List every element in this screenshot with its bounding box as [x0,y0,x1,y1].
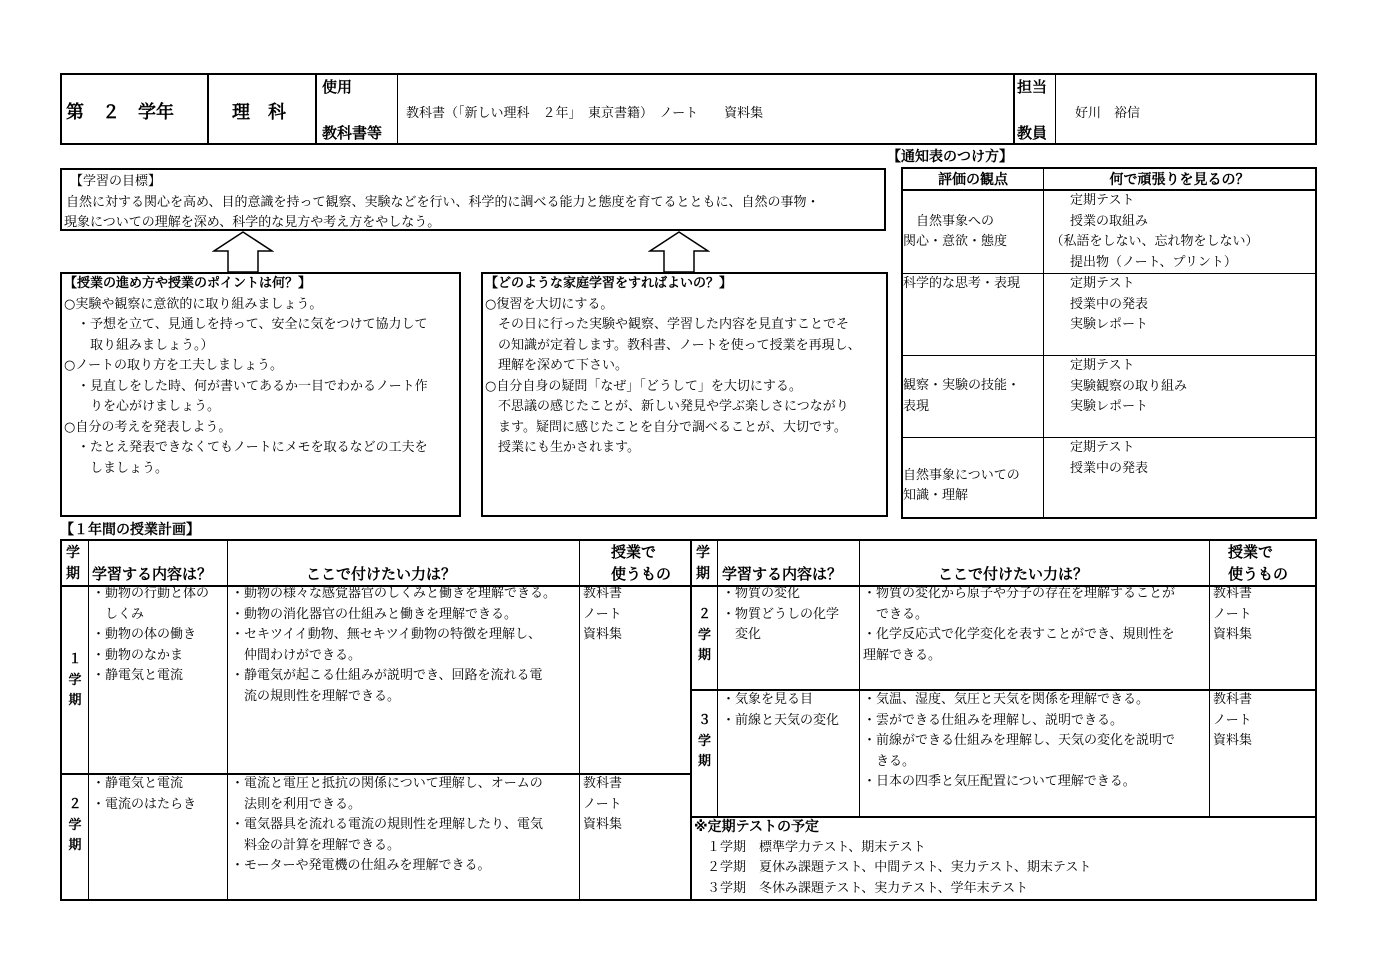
viewpoint-cell [902,274,1044,356]
points-line: 取り組みましょう。） [64,337,214,353]
item-text: 定期テスト [1044,440,1135,455]
textbook-label-bottom: 教科書等 [322,124,383,142]
item-text: 実験観察の取り組み [1044,378,1188,394]
home-title: 【どのような家庭学習をすればよいの？】 [485,276,733,291]
content-cell [722,584,839,646]
items-cell [1044,190,1317,274]
up-arrow-icon [212,231,274,273]
content-line: ・物質の変化 [722,586,801,601]
content-line: ・物質どうしの化学 [722,606,840,622]
grid-line [227,539,228,901]
content-line: ・静電気と電流 [92,668,184,683]
grid-line [859,539,860,817]
viewpoint-text: 自然事象への [903,213,995,229]
points-line: ・予想を立て、見通しを持って、安全に気をつけて協力して [64,317,428,332]
item-text: 定期テスト [1044,358,1135,373]
materials-header: 授業で [1228,543,1274,561]
viewpoint-text: 表現 [903,398,930,414]
materials-cell [583,584,622,646]
term-char: 期 [697,754,711,769]
term-char: 学 [697,627,711,643]
home-line: ○復習を大切にする。 [485,296,614,312]
term-char: １ [68,652,82,667]
teacher-label-bottom: 教員 [1017,124,1048,142]
viewpoint-text: 知識・理解 [903,488,969,504]
ability-header: ここで付けたい力は？ [938,565,1089,583]
term-char: 期 [697,648,711,663]
material-line: ノート [1213,606,1252,622]
materials-cell [1213,690,1252,752]
item-text: 授業中の発表 [1044,296,1149,312]
content-line: ・動物の行動と体の [92,586,210,601]
ability-line: 料金の計算を理解できる。 [231,837,401,853]
evaluation-heading: 【通知表のつけ方】 [887,149,1013,165]
term-header: 学 [66,545,80,561]
term-label [62,650,88,712]
ability-line: 理解できる。 [863,647,942,663]
term-char: ３ [697,713,711,728]
material-line: 資料集 [583,627,623,642]
content-line: ・電流のはたらき [92,796,197,812]
material-line: 資料集 [583,817,623,832]
viewpoint-text: 自然事象についての [903,467,1020,483]
ability-line: ・日本の四季と気圧配置について理解できる。 [863,774,1136,789]
home-line: の知識が定着します。教科書、ノートを使って授業を再現し、 [485,337,861,353]
ability-line: ・動物の消化器官の仕組みと働きを理解できる。 [231,606,518,622]
ability-line: ・モーターや発電機の仕組みを理解できる。 [231,858,491,873]
viewpoint-text: 観察・実験の技能・ [903,378,1021,393]
subject-label: 理 科 [232,102,286,123]
ability-cell [231,774,543,877]
materials-cell [1213,584,1252,646]
items-cell [1044,274,1317,356]
term-char: 学 [697,733,711,749]
content-line: 変化 [722,627,762,642]
ability-line: ・気温、湿度、気圧と天気を関係を理解できる。 [863,692,1150,707]
viewpoint-cell [902,190,1044,274]
content-cell [722,690,839,731]
term-char: 期 [68,693,82,708]
grid-line [579,539,580,901]
header-divider [397,73,398,145]
content-line: ・静電気と電流 [92,776,184,791]
term-label [62,795,88,857]
item-text: 実験レポート [1044,317,1149,332]
test-schedule-line: ３学期 冬休み課題テスト、実力テスト、学年末テスト [694,880,1029,896]
materials-header: 授業で [611,543,657,561]
materials-header: 使うもの [1228,565,1289,583]
material-line: 資料集 [1213,733,1253,748]
points-box [60,272,461,517]
item-text: 定期テスト [1044,193,1135,208]
term-char: ２ [68,797,82,812]
home-line: 授業にも生かされます。 [485,440,640,455]
evaluation-row [902,190,1316,274]
content-line: しくみ [92,606,145,622]
ability-line: ・静電気が起こる仕組みが説明でき、回路を流れる電 [231,668,543,683]
item-text: 提出物（ノート、プリント） [1044,254,1237,270]
term-char: 期 [68,838,82,853]
ability-cell [863,690,1175,793]
item-text: 定期テスト [1044,276,1135,291]
content-line: ・動物のなかま [92,647,184,663]
content-cell [92,584,209,687]
test-schedule-line: １学期 標準学力テスト、期末テスト [694,839,926,855]
materials-cell [583,774,622,836]
grid-line [1209,539,1210,817]
goal-line: 自然に対する関心を高め、目的意識を持って観察、実験などを行い、科学的に調べる能力と態度を育てるとともに、自然の事物・ [66,194,820,210]
goal-title: 【学習の目標】 [70,174,162,189]
teacher-name: 好川 裕信 [1075,106,1141,121]
test-schedule [694,817,1091,899]
points-line: ・見直しをした時、何が書いてあるか一目でわかるノート作 [64,378,428,394]
content-cell [92,774,196,815]
header-divider [1055,73,1056,145]
points-title: 【授業の進め方や授業のポイントは何？】 [64,276,312,291]
item-text: 授業中の発表 [1044,460,1149,476]
content-line: ・気象を見る目 [722,692,814,707]
grid-line [717,539,718,817]
material-line: 教科書 [1213,586,1253,601]
goal-line: 現象についての理解を深め、科学的な見方や考え方をやしなう。 [64,215,441,230]
evaluation-col1-header: 評価の観点 [902,168,1044,190]
ability-line: ・動物の様々な感覚器官のしくみと働きを理解できる。 [231,586,557,601]
points-line: ○実験や観察に意欲的に取り組みましょう。 [64,296,323,312]
ability-line: 流の規則性を理解できる。 [231,688,401,704]
content-line: ・動物の体の働き [92,627,197,642]
grid-line [88,539,89,901]
material-line: 教科書 [583,586,623,601]
item-text: 授業の取組み [1044,213,1149,229]
home-line: 理解を深めて下さい。 [485,358,629,373]
term-char: 学 [68,817,82,833]
items-cell [1044,438,1317,518]
item-text: 実験レポート [1044,399,1149,414]
content-header: 学習する内容は？ [92,565,213,583]
term-label [692,711,717,773]
ability-line: ・物質の変化から原子や分子の存在を理解することが [863,586,1176,601]
ability-header: ここで付けたい力は？ [306,565,457,583]
item-text: （私語をしない、忘れ物をしない） [1044,234,1259,249]
ability-line: 仲間わけができる。 [231,647,362,663]
points-line: ・たとえ発表できなくてもノートにメモを取るなどの工夫を [64,440,428,455]
points-line: ○ノートの取り方を工夫しましょう。 [64,358,283,373]
material-line: 資料集 [1213,627,1253,642]
term-char: 学 [68,672,82,688]
evaluation-row [902,438,1316,518]
teacher-label-top: 担当 [1017,78,1048,96]
term-label [692,605,717,667]
term-header: 期 [696,566,710,582]
content-line: ・前線と天気の変化 [722,712,840,728]
header-divider [315,73,317,145]
grade-label: 第 ２ 学年 [66,102,174,123]
material-line: ノート [583,606,622,622]
items-cell [1044,356,1317,438]
materials-header: 使うもの [611,565,672,583]
points-line: しましょう。 [64,460,169,476]
home-line: 不思議の感じたことが、新しい発見や学ぶ楽しさにつながり [485,399,849,414]
plan-heading: 【１年間の授業計画】 [60,522,200,538]
ability-line: ・セキツイイ動物、無セキツイ動物の特徴を理解し、 [231,627,542,642]
viewpoint-text: 関心・意欲・態度 [903,234,1008,249]
home-line: ○自分自身の疑問「なぜ」「どうして」を大切にする。 [485,378,802,394]
ability-line: ・前線ができる仕組みを理解し、天気の変化を説明で [863,733,1176,748]
viewpoint-cell [902,356,1044,438]
points-line: ○自分の考えを発表しよう。 [64,419,232,435]
material-line: ノート [1213,712,1252,728]
ability-line: ・化学反応式で化学変化を表すことができ、規則性を [863,627,1175,642]
up-arrow-icon [648,231,710,273]
header-divider [207,73,209,145]
points-line: りを心がけましょう。 [64,399,221,414]
ability-line: 法則を利用できる。 [231,796,362,812]
textbook-label-top: 使用 [322,78,353,96]
ability-line: できる。 [863,606,929,622]
ability-line: ・電流と電圧と抵抗の関係について理解し、オームの [231,776,543,791]
term-header: 学 [696,545,710,561]
evaluation-row [902,274,1316,356]
evaluation-col2-header: 何で頑張りを見るの？ [1044,168,1317,190]
term-header: 期 [66,566,80,582]
ability-line: きる。 [863,753,916,769]
content-header: 学習する内容は？ [722,565,843,583]
material-line: 教科書 [583,776,623,791]
evaluation-row [902,356,1316,438]
home-study-box [481,272,888,517]
material-line: ノート [583,796,622,812]
term-char: ２ [697,607,711,622]
home-line: ます。疑問に感じたことを自分で調べることが、大切です。 [485,419,847,435]
ability-cell [231,584,556,707]
header-divider [1013,73,1015,145]
ability-line: ・電気器具を流れる電流の規則性を理解したり、電気 [231,817,544,832]
goal-box [60,168,886,231]
ability-cell [863,584,1175,666]
home-line: その日に行った実験や観察、学習した内容を見直すことでそ [485,317,850,332]
evaluation-table [901,167,1317,519]
test-schedule-title: ※定期テストの予定 [694,819,820,835]
viewpoint-cell [902,438,1044,518]
test-schedule-line: ２学期 夏休み課題テスト、中間テスト、実力テスト、期末テスト [694,860,1092,875]
ability-line: ・雲ができる仕組みを理解し、説明できる。 [863,712,1124,728]
textbook-value: 教科書（「新しい理科 ２年」 東京書籍） ノート 資料集 [406,106,764,121]
viewpoint-text: 科学的な思考・表現 [903,276,1021,291]
material-line: 教科書 [1213,692,1253,707]
